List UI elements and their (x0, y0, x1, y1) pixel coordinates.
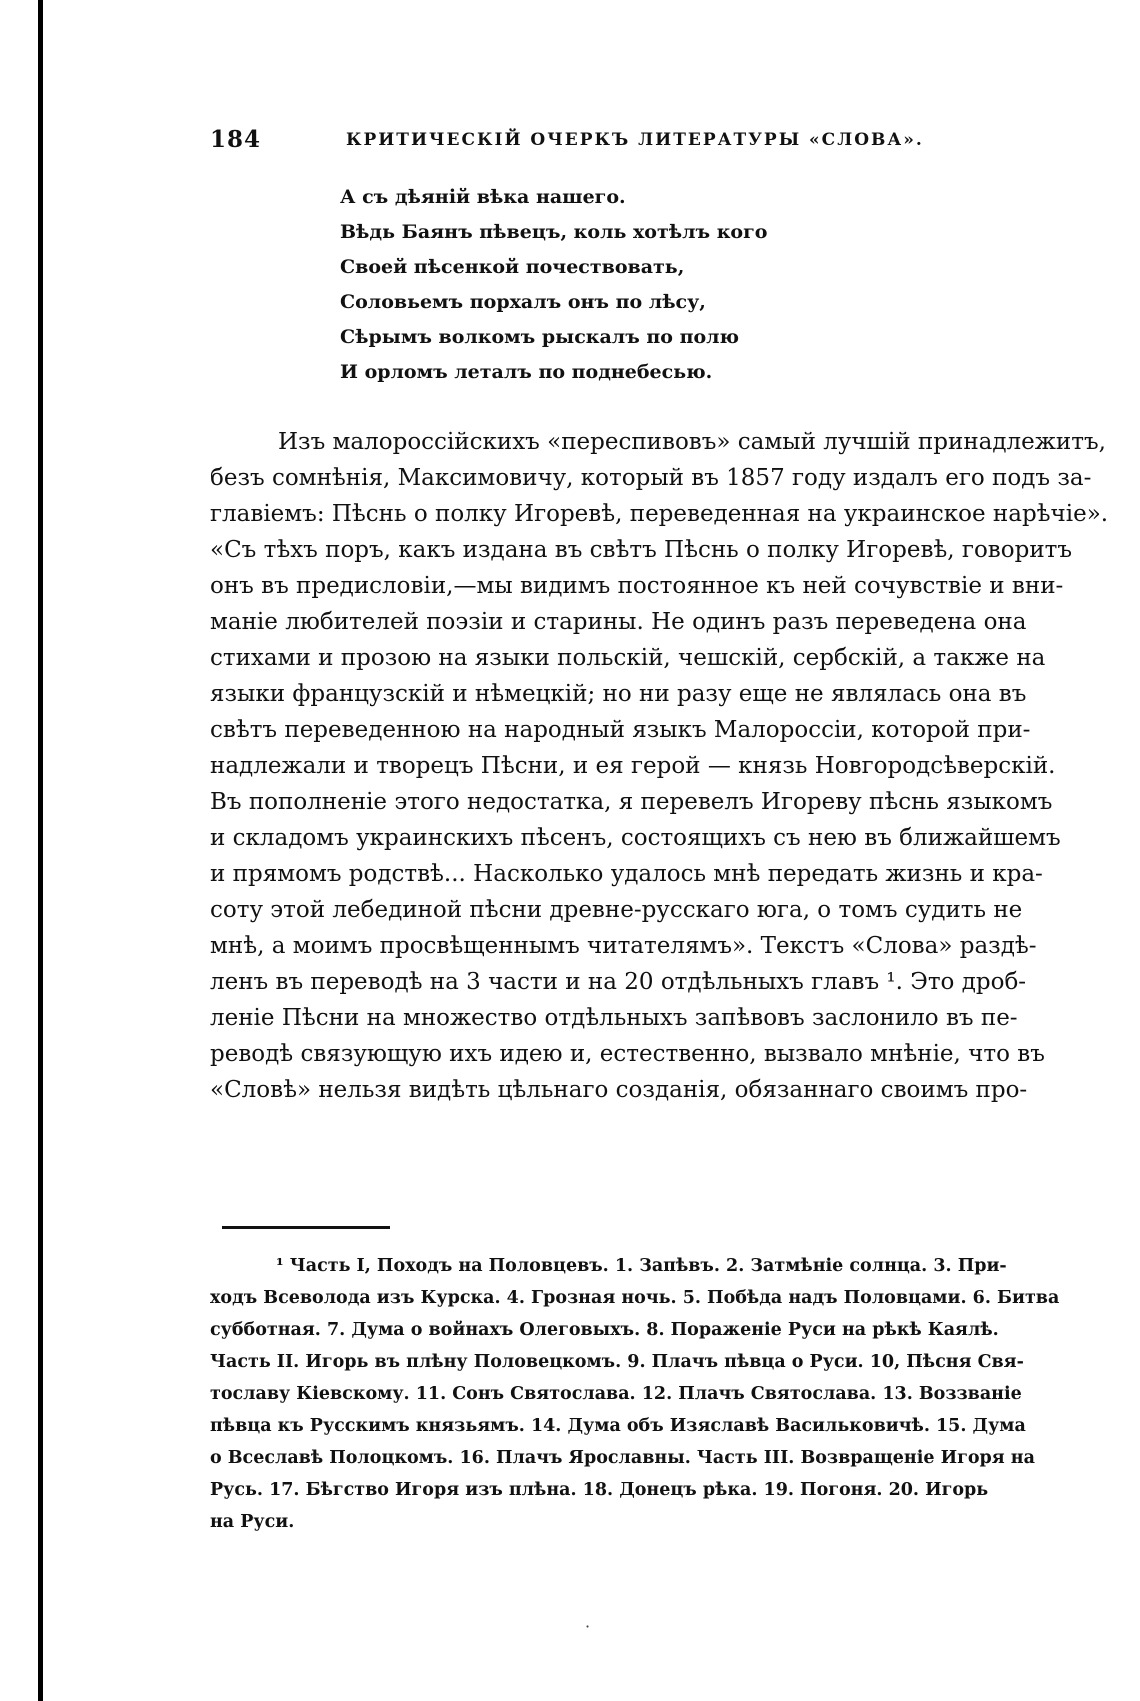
body-line: безъ сомнѣнія, Максимовичу, который въ 1857 году издалъ его подъ за- (210, 465, 1092, 491)
verse-line: Сѣрымъ волкомъ рыскалъ по полю (340, 326, 740, 348)
verse-line: Своей пѣсенкой почествовать, (340, 256, 685, 278)
body-line: Въ пополненіе этого недостатка, я перевелъ Игореву пѣснь языкомъ (210, 789, 1053, 815)
footnote-line: Русь. 17. Бѣгство Игоря изъ плѣна. 18. Донецъ рѣка. 19. Погоня. 20. Игорь (210, 1480, 989, 1500)
body-paragraph (210, 424, 1109, 1108)
body-line: и складомъ украинскихъ пѣсенъ, состоящихъ съ нею въ ближайшемъ (210, 825, 1061, 851)
footnote-line: тославу Кіевскому. 11. Сонъ Святослава. 12. Плачъ Святослава. 13. Воззваніе (210, 1384, 1022, 1404)
page-header (210, 126, 950, 166)
body-line: соту этой лебединой пѣсни древне-русскаго юга, о томъ судить не (210, 897, 1023, 923)
body-line: языки французскій и нѣмецкій; но ни разу еще не являлась она въ (210, 681, 1027, 707)
body-line: реводѣ связующую ихъ идею и, естественно, вызвало мнѣніе, что въ (210, 1041, 1045, 1067)
page-edge-rule (38, 0, 43, 1701)
verse-line: Вѣдь Баянъ пѣвецъ, коль хотѣлъ кого (340, 221, 768, 243)
body-line: «Словѣ» нельзя видѣть цѣльнаго созданія, обязаннаго своимъ про- (210, 1077, 1028, 1103)
verse-line: И орломъ леталъ по поднебесью. (340, 361, 713, 383)
body-line: леніе Пѣсни на множество отдѣльныхъ запѣвовъ заслонило въ пе- (210, 1005, 1018, 1031)
body-line: маніе любителей поэзіи и старины. Не одинъ разъ переведена она (210, 609, 1027, 635)
verse-line: Соловьемъ порхалъ онъ по лѣсу, (340, 291, 706, 313)
body-line: онъ въ предисловіи,—мы видимъ постоянное къ ней сочувствіе и вни- (210, 573, 1064, 599)
footnote-line: пѣвца къ Русскимъ князьямъ. 14. Дума объ Изяславѣ Васильковичѣ. 15. Дума (210, 1416, 1026, 1436)
footnote-line: субботная. 7. Дума о войнахъ Олеговыхъ. 8. Пораженіе Руси на рѣкѣ Каялѣ. (210, 1320, 999, 1340)
verse-line: А съ дѣяній вѣка нашего. (340, 186, 626, 208)
page-number: 184 (210, 126, 262, 153)
footnote (210, 1250, 1070, 1538)
body-line: свѣтъ переведенною на народный языкъ Малороссіи, которой при- (210, 717, 1031, 743)
verse-quotation (340, 180, 900, 390)
body-line: «Съ тѣхъ поръ, какъ издана въ свѣтъ Пѣснь о полку Игоревѣ, говоритъ (210, 537, 1073, 563)
body-line: стихами и прозою на языки польскій, чешскій, сербскій, а также на (210, 645, 1046, 671)
footnote-line: ¹ Часть I, Походъ на Половцевъ. 1. Запѣвъ. 2. Затмѣніе солнца. 3. При- (276, 1256, 1007, 1276)
footnote-line: Часть II. Игорь въ плѣну Половецкомъ. 9. Плачъ пѣвца о Руси. 10, Пѣсня Свя- (210, 1352, 1024, 1372)
print-speck: · (585, 1617, 591, 1636)
body-line: и прямомъ родствѣ... Насколько удалось мнѣ передать жизнь и кра- (210, 861, 1043, 887)
body-line: надлежали и творецъ Пѣсни, и ея герой — князь Новгородсѣверскій. (210, 753, 1056, 779)
body-line: Изъ малороссійскихъ «переспивовъ» самый лучшій принадлежитъ, (278, 429, 1106, 455)
footnote-divider (222, 1226, 390, 1229)
body-line: главіемъ: Пѣснь о полку Игоревѣ, переведенная на украинское нарѣчіе». (210, 501, 1109, 527)
running-title: КРИТИЧЕСКІЙ ОЧЕРКЪ ЛИТЕРАТУРЫ «СЛОВА». (346, 130, 924, 150)
footnote-line: на Руси. (210, 1512, 295, 1532)
body-line: ленъ въ переводѣ на 3 части и на 20 отдѣльныхъ главъ ¹. Это дроб- (210, 969, 1027, 995)
footnote-line: ходъ Всеволода изъ Курска. 4. Грозная ночь. 5. Побѣда надъ Половцами. 6. Битва (210, 1288, 1060, 1308)
body-line: мнѣ, а моимъ просвѣщеннымъ читателямъ». Текстъ «Слова» раздѣ- (210, 933, 1037, 959)
footnote-line: о Всеславѣ Полоцкомъ. 16. Плачъ Ярославны. Часть III. Возвращеніе Игоря на (210, 1448, 1035, 1468)
